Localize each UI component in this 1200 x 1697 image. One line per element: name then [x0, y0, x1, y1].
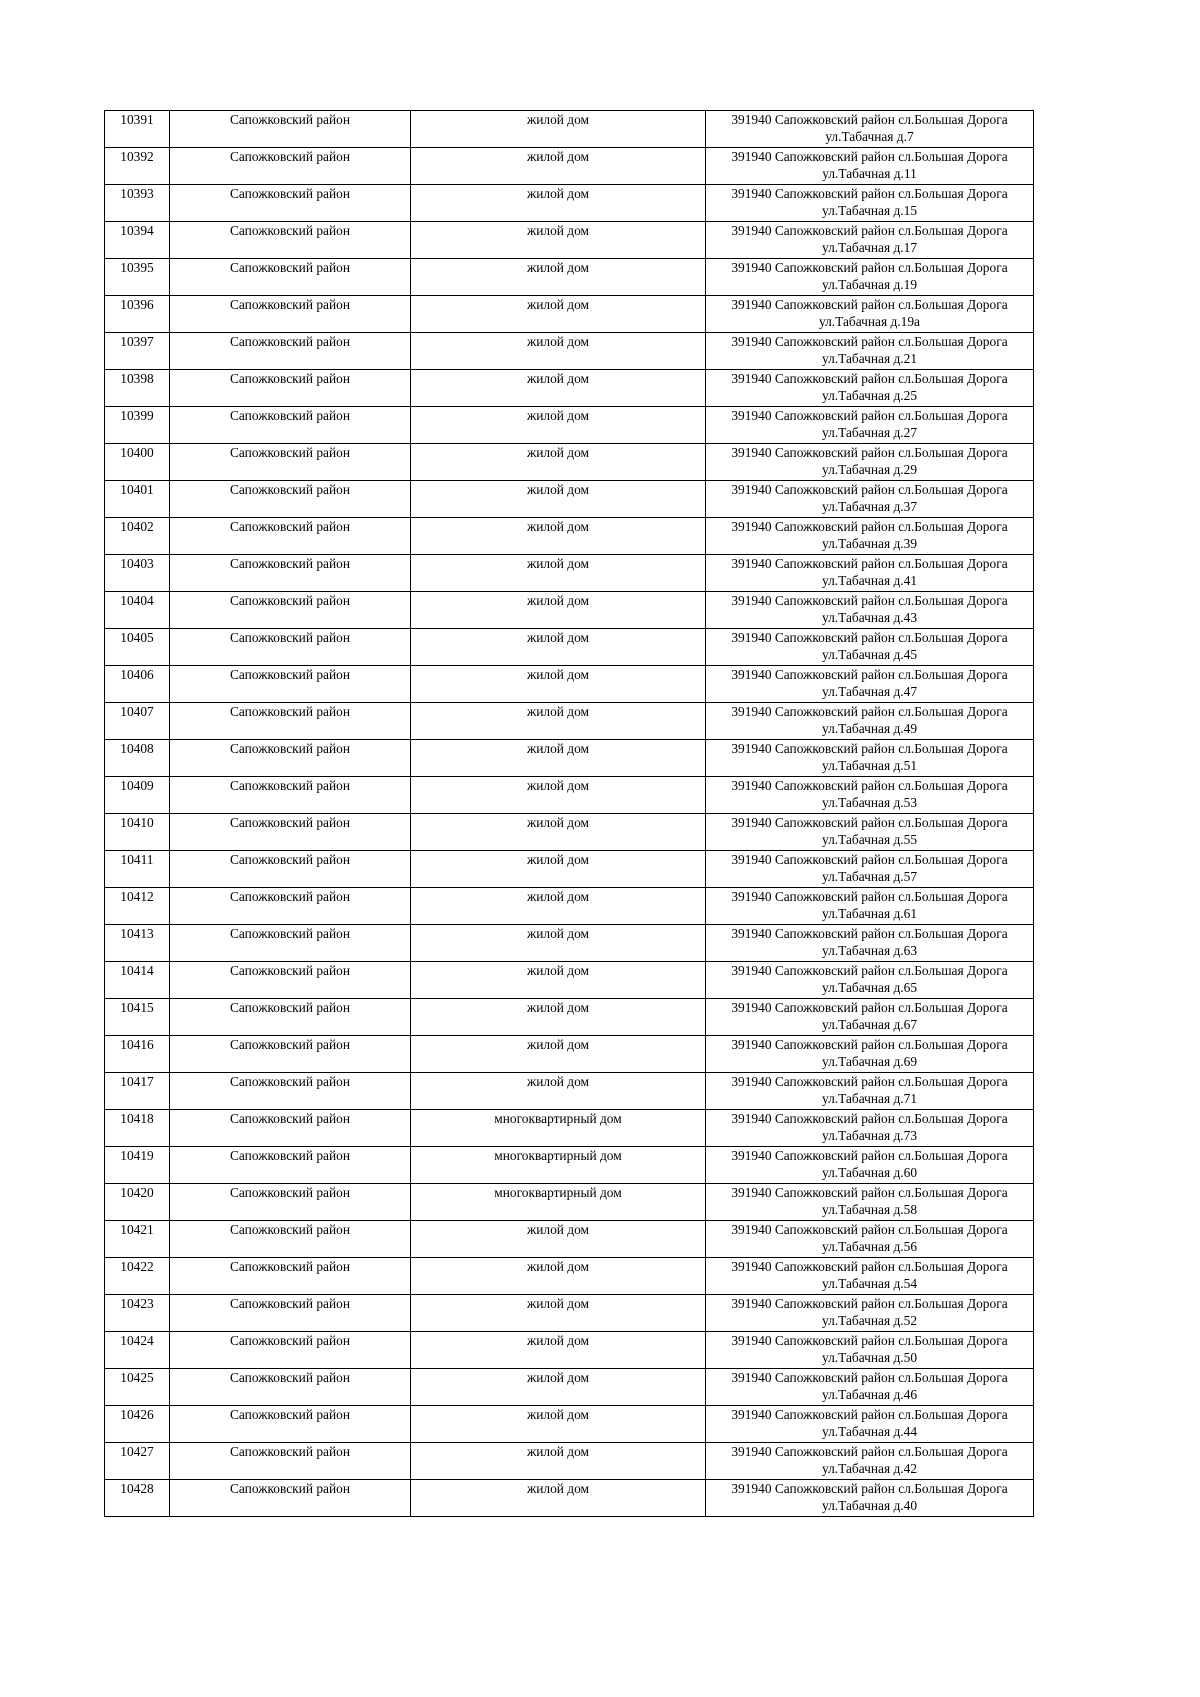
address-cell	[706, 481, 1034, 518]
address-line-2: ул.Табачная д.58	[821, 1202, 918, 1217]
address-cell	[706, 851, 1034, 888]
row-number: 10401	[105, 481, 170, 518]
district-cell: Сапожковский район	[170, 1443, 411, 1480]
district-cell: Сапожковский район	[170, 333, 411, 370]
table-row	[105, 407, 1034, 444]
address-line-1: 391940 Сапожковский район сл.Большая Дорога	[731, 297, 1008, 312]
address-cell	[706, 1073, 1034, 1110]
address-line-2: ул.Табачная д.7	[825, 129, 914, 144]
address-cell	[706, 407, 1034, 444]
row-number: 10402	[105, 518, 170, 555]
address-cell	[706, 1147, 1034, 1184]
address-cell	[706, 814, 1034, 851]
table-row	[105, 444, 1034, 481]
district-cell: Сапожковский район	[170, 999, 411, 1036]
building-type-cell: жилой дом	[411, 370, 706, 407]
table-row	[105, 1184, 1034, 1221]
building-type-cell: жилой дом	[411, 592, 706, 629]
district-cell: Сапожковский район	[170, 1406, 411, 1443]
address-cell	[706, 1443, 1034, 1480]
table-row	[105, 296, 1034, 333]
table-row	[105, 481, 1034, 518]
address-cell	[706, 740, 1034, 777]
address-line-1: 391940 Сапожковский район сл.Большая Дорога	[731, 852, 1008, 867]
address-cell	[706, 1258, 1034, 1295]
address-line-2: ул.Табачная д.54	[821, 1276, 918, 1291]
table-row	[105, 259, 1034, 296]
table-row	[105, 703, 1034, 740]
address-line-2: ул.Табачная д.50	[821, 1350, 918, 1365]
row-number: 10405	[105, 629, 170, 666]
address-line-1: 391940 Сапожковский район сл.Большая Дорога	[731, 963, 1008, 978]
row-number: 10413	[105, 925, 170, 962]
address-cell	[706, 1332, 1034, 1369]
building-type-cell: жилой дом	[411, 925, 706, 962]
table-row	[105, 851, 1034, 888]
address-line-1: 391940 Сапожковский район сл.Большая Дорога	[731, 112, 1008, 127]
district-cell: Сапожковский район	[170, 740, 411, 777]
address-line-1: 391940 Сапожковский район сл.Большая Дорога	[731, 1407, 1008, 1422]
address-line-2: ул.Табачная д.41	[821, 573, 918, 588]
building-type-cell: жилой дом	[411, 1332, 706, 1369]
address-line-1: 391940 Сапожковский район сл.Большая Дорога	[731, 408, 1008, 423]
building-type-cell: жилой дом	[411, 148, 706, 185]
district-cell: Сапожковский район	[170, 1147, 411, 1184]
district-cell: Сапожковский район	[170, 962, 411, 999]
address-line-2: ул.Табачная д.15	[821, 203, 918, 218]
address-line-1: 391940 Сапожковский район сл.Большая Дорога	[731, 334, 1008, 349]
table-row	[105, 1221, 1034, 1258]
district-cell: Сапожковский район	[170, 1221, 411, 1258]
address-line-2: ул.Табачная д.71	[821, 1091, 918, 1106]
address-line-1: 391940 Сапожковский район сл.Большая Дорога	[731, 1000, 1008, 1015]
district-cell: Сапожковский район	[170, 703, 411, 740]
row-number: 10420	[105, 1184, 170, 1221]
table-row	[105, 1147, 1034, 1184]
district-cell: Сапожковский район	[170, 1258, 411, 1295]
row-number: 10421	[105, 1221, 170, 1258]
district-cell: Сапожковский район	[170, 592, 411, 629]
address-line-2: ул.Табачная д.63	[821, 943, 918, 958]
row-number: 10422	[105, 1258, 170, 1295]
address-line-1: 391940 Сапожковский район сл.Большая Дорога	[731, 667, 1008, 682]
address-cell	[706, 185, 1034, 222]
row-number: 10396	[105, 296, 170, 333]
address-line-2: ул.Табачная д.60	[821, 1165, 918, 1180]
address-line-2: ул.Табачная д.69	[821, 1054, 918, 1069]
address-line-1: 391940 Сапожковский район сл.Большая Дорога	[731, 1074, 1008, 1089]
district-cell: Сапожковский район	[170, 555, 411, 592]
address-line-2: ул.Табачная д.52	[821, 1313, 918, 1328]
table-row	[105, 814, 1034, 851]
address-line-1: 391940 Сапожковский район сл.Большая Дорога	[731, 1037, 1008, 1052]
row-number: 10404	[105, 592, 170, 629]
district-cell: Сапожковский район	[170, 444, 411, 481]
district-cell: Сапожковский район	[170, 518, 411, 555]
address-line-1: 391940 Сапожковский район сл.Большая Дорога	[731, 556, 1008, 571]
row-number: 10423	[105, 1295, 170, 1332]
row-number: 10398	[105, 370, 170, 407]
table-row	[105, 592, 1034, 629]
address-cell	[706, 259, 1034, 296]
address-line-1: 391940 Сапожковский район сл.Большая Дорога	[731, 445, 1008, 460]
address-line-2: ул.Табачная д.51	[821, 758, 918, 773]
row-number: 10409	[105, 777, 170, 814]
district-cell: Сапожковский район	[170, 370, 411, 407]
building-type-cell: жилой дом	[411, 481, 706, 518]
address-cell	[706, 1369, 1034, 1406]
row-number: 10412	[105, 888, 170, 925]
table-row	[105, 148, 1034, 185]
address-cell	[706, 703, 1034, 740]
building-type-cell: жилой дом	[411, 999, 706, 1036]
row-number: 10392	[105, 148, 170, 185]
row-number: 10391	[105, 111, 170, 148]
address-line-2: ул.Табачная д.46	[821, 1387, 918, 1402]
building-type-cell: многоквартирный дом	[411, 1110, 706, 1147]
building-type-cell: жилой дом	[411, 740, 706, 777]
district-cell: Сапожковский район	[170, 1110, 411, 1147]
address-cell	[706, 444, 1034, 481]
address-line-2: ул.Табачная д.57	[821, 869, 918, 884]
address-line-2: ул.Табачная д.67	[821, 1017, 918, 1032]
district-cell: Сапожковский район	[170, 666, 411, 703]
building-type-cell: жилой дом	[411, 444, 706, 481]
address-line-1: 391940 Сапожковский район сл.Большая Дорога	[731, 1370, 1008, 1385]
district-cell: Сапожковский район	[170, 148, 411, 185]
row-number: 10397	[105, 333, 170, 370]
address-line-1: 391940 Сапожковский район сл.Большая Дорога	[731, 926, 1008, 941]
row-number: 10428	[105, 1480, 170, 1517]
district-cell: Сапожковский район	[170, 851, 411, 888]
address-line-2: ул.Табачная д.56	[821, 1239, 918, 1254]
building-type-cell: жилой дом	[411, 851, 706, 888]
address-line-2: ул.Табачная д.44	[821, 1424, 918, 1439]
address-cell	[706, 148, 1034, 185]
address-cell	[706, 1036, 1034, 1073]
district-cell: Сапожковский район	[170, 296, 411, 333]
district-cell: Сапожковский район	[170, 481, 411, 518]
row-number: 10395	[105, 259, 170, 296]
district-cell: Сапожковский район	[170, 222, 411, 259]
address-line-1: 391940 Сапожковский район сл.Большая Дорога	[731, 1148, 1008, 1163]
row-number: 10427	[105, 1443, 170, 1480]
address-line-2: ул.Табачная д.47	[821, 684, 918, 699]
address-cell	[706, 222, 1034, 259]
table-row	[105, 555, 1034, 592]
address-line-2: ул.Табачная д.19а	[819, 314, 920, 329]
address-cell	[706, 1184, 1034, 1221]
row-number: 10426	[105, 1406, 170, 1443]
address-line-1: 391940 Сапожковский район сл.Большая Дорога	[731, 1444, 1008, 1459]
building-type-cell: жилой дом	[411, 1221, 706, 1258]
address-line-1: 391940 Сапожковский район сл.Большая Дорога	[731, 149, 1008, 164]
building-type-cell: жилой дом	[411, 1295, 706, 1332]
row-number: 10399	[105, 407, 170, 444]
address-line-2: ул.Табачная д.49	[821, 721, 918, 736]
address-cell	[706, 333, 1034, 370]
address-line-2: ул.Табачная д.21	[821, 351, 918, 366]
address-cell	[706, 999, 1034, 1036]
address-cell	[706, 962, 1034, 999]
address-line-2: ул.Табачная д.37	[821, 499, 918, 514]
row-number: 10414	[105, 962, 170, 999]
address-cell	[706, 777, 1034, 814]
table-row	[105, 185, 1034, 222]
address-line-1: 391940 Сапожковский район сл.Большая Дорога	[731, 741, 1008, 756]
table-row	[105, 999, 1034, 1036]
row-number: 10425	[105, 1369, 170, 1406]
address-line-2: ул.Табачная д.55	[821, 832, 918, 847]
row-number: 10400	[105, 444, 170, 481]
address-line-1: 391940 Сапожковский район сл.Большая Дорога	[731, 1259, 1008, 1274]
building-type-cell: многоквартирный дом	[411, 1147, 706, 1184]
row-number: 10418	[105, 1110, 170, 1147]
address-line-1: 391940 Сапожковский район сл.Большая Дорога	[731, 186, 1008, 201]
table-row	[105, 333, 1034, 370]
address-line-1: 391940 Сапожковский район сл.Большая Дорога	[731, 260, 1008, 275]
building-type-cell: жилой дом	[411, 1369, 706, 1406]
building-type-cell: жилой дом	[411, 111, 706, 148]
building-type-cell: жилой дом	[411, 1406, 706, 1443]
table-row	[105, 1406, 1034, 1443]
address-line-2: ул.Табачная д.39	[821, 536, 918, 551]
address-cell	[706, 888, 1034, 925]
address-line-2: ул.Табачная д.42	[821, 1461, 918, 1476]
address-line-2: ул.Табачная д.73	[821, 1128, 918, 1143]
table-row	[105, 1480, 1034, 1517]
address-line-2: ул.Табачная д.27	[821, 425, 918, 440]
district-cell: Сапожковский район	[170, 629, 411, 666]
row-number: 10394	[105, 222, 170, 259]
row-number: 10406	[105, 666, 170, 703]
row-number: 10415	[105, 999, 170, 1036]
address-line-1: 391940 Сапожковский район сл.Большая Дорога	[731, 1333, 1008, 1348]
address-line-1: 391940 Сапожковский район сл.Большая Дорога	[731, 482, 1008, 497]
address-line-2: ул.Табачная д.29	[821, 462, 918, 477]
table-row	[105, 1443, 1034, 1480]
table-row	[105, 740, 1034, 777]
row-number: 10407	[105, 703, 170, 740]
building-type-cell: жилой дом	[411, 222, 706, 259]
address-line-2: ул.Табачная д.19	[821, 277, 918, 292]
address-cell	[706, 629, 1034, 666]
address-line-1: 391940 Сапожковский район сл.Большая Дорога	[731, 778, 1008, 793]
table-row	[105, 1036, 1034, 1073]
row-number: 10410	[105, 814, 170, 851]
district-cell: Сапожковский район	[170, 777, 411, 814]
address-cell	[706, 296, 1034, 333]
address-cell	[706, 111, 1034, 148]
building-type-cell: жилой дом	[411, 555, 706, 592]
building-type-cell: жилой дом	[411, 1073, 706, 1110]
address-cell	[706, 370, 1034, 407]
district-cell: Сапожковский район	[170, 1073, 411, 1110]
table-row	[105, 1369, 1034, 1406]
address-line-1: 391940 Сапожковский район сл.Большая Дорога	[731, 371, 1008, 386]
table-row	[105, 925, 1034, 962]
table-row	[105, 629, 1034, 666]
district-cell: Сапожковский район	[170, 1184, 411, 1221]
district-cell: Сапожковский район	[170, 111, 411, 148]
building-type-cell: жилой дом	[411, 296, 706, 333]
district-cell: Сапожковский район	[170, 925, 411, 962]
table-row	[105, 1110, 1034, 1147]
building-type-cell: жилой дом	[411, 1443, 706, 1480]
building-type-cell: жилой дом	[411, 1036, 706, 1073]
table-row	[105, 1073, 1034, 1110]
building-type-cell: жилой дом	[411, 814, 706, 851]
address-line-2: ул.Табачная д.61	[821, 906, 918, 921]
building-type-cell: жилой дом	[411, 518, 706, 555]
district-cell: Сапожковский район	[170, 1036, 411, 1073]
address-line-2: ул.Табачная д.45	[821, 647, 918, 662]
building-type-cell: жилой дом	[411, 888, 706, 925]
district-cell: Сапожковский район	[170, 407, 411, 444]
table-row	[105, 518, 1034, 555]
address-line-1: 391940 Сапожковский район сл.Большая Дорога	[731, 815, 1008, 830]
address-line-1: 391940 Сапожковский район сл.Большая Дорога	[731, 1296, 1008, 1311]
address-cell	[706, 925, 1034, 962]
address-line-1: 391940 Сапожковский район сл.Большая Дорога	[731, 223, 1008, 238]
address-cell	[706, 555, 1034, 592]
building-type-cell: жилой дом	[411, 1258, 706, 1295]
table-row	[105, 1258, 1034, 1295]
district-cell: Сапожковский район	[170, 888, 411, 925]
row-number: 10416	[105, 1036, 170, 1073]
district-cell: Сапожковский район	[170, 1369, 411, 1406]
address-line-1: 391940 Сапожковский район сл.Большая Дорога	[731, 1111, 1008, 1126]
building-type-cell: жилой дом	[411, 962, 706, 999]
building-type-cell: жилой дом	[411, 703, 706, 740]
building-type-cell: жилой дом	[411, 1480, 706, 1517]
building-type-cell: жилой дом	[411, 407, 706, 444]
address-cell	[706, 1406, 1034, 1443]
table-row	[105, 111, 1034, 148]
row-number: 10411	[105, 851, 170, 888]
row-number: 10393	[105, 185, 170, 222]
address-line-1: 391940 Сапожковский район сл.Большая Дорога	[731, 1481, 1008, 1496]
table-row	[105, 1332, 1034, 1369]
row-number: 10408	[105, 740, 170, 777]
district-cell: Сапожковский район	[170, 185, 411, 222]
row-number: 10424	[105, 1332, 170, 1369]
address-line-1: 391940 Сапожковский район сл.Большая Дорога	[731, 704, 1008, 719]
building-type-cell: жилой дом	[411, 666, 706, 703]
district-cell: Сапожковский район	[170, 1480, 411, 1517]
row-number: 10403	[105, 555, 170, 592]
address-line-2: ул.Табачная д.17	[821, 240, 918, 255]
row-number: 10419	[105, 1147, 170, 1184]
address-line-1: 391940 Сапожковский район сл.Большая Дорога	[731, 889, 1008, 904]
building-type-cell: жилой дом	[411, 185, 706, 222]
address-line-2: ул.Табачная д.25	[821, 388, 918, 403]
district-cell: Сапожковский район	[170, 814, 411, 851]
address-cell	[706, 1110, 1034, 1147]
housing-registry-table	[104, 110, 1034, 1517]
address-line-1: 391940 Сапожковский район сл.Большая Дорога	[731, 630, 1008, 645]
address-line-2: ул.Табачная д.53	[821, 795, 918, 810]
address-cell	[706, 1480, 1034, 1517]
address-line-1: 391940 Сапожковский район сл.Большая Дорога	[731, 593, 1008, 608]
table-body	[105, 111, 1034, 1517]
building-type-cell: жилой дом	[411, 259, 706, 296]
building-type-cell: жилой дом	[411, 777, 706, 814]
address-line-1: 391940 Сапожковский район сл.Большая Дорога	[731, 519, 1008, 534]
district-cell: Сапожковский район	[170, 259, 411, 296]
address-line-1: 391940 Сапожковский район сл.Большая Дорога	[731, 1222, 1008, 1237]
table-row	[105, 370, 1034, 407]
building-type-cell: жилой дом	[411, 333, 706, 370]
address-line-1: 391940 Сапожковский район сл.Большая Дорога	[731, 1185, 1008, 1200]
district-cell: Сапожковский район	[170, 1332, 411, 1369]
table-row	[105, 666, 1034, 703]
table-row	[105, 222, 1034, 259]
table-row	[105, 962, 1034, 999]
address-cell	[706, 518, 1034, 555]
district-cell: Сапожковский район	[170, 1295, 411, 1332]
building-type-cell: жилой дом	[411, 629, 706, 666]
address-line-2: ул.Табачная д.11	[822, 166, 917, 181]
address-line-2: ул.Табачная д.43	[821, 610, 918, 625]
address-line-2: ул.Табачная д.65	[821, 980, 918, 995]
address-cell	[706, 592, 1034, 629]
address-cell	[706, 1221, 1034, 1258]
building-type-cell: многоквартирный дом	[411, 1184, 706, 1221]
address-cell	[706, 666, 1034, 703]
row-number: 10417	[105, 1073, 170, 1110]
table-row	[105, 777, 1034, 814]
table-row	[105, 888, 1034, 925]
address-cell	[706, 1295, 1034, 1332]
address-line-2: ул.Табачная д.40	[821, 1498, 918, 1513]
table-row	[105, 1295, 1034, 1332]
